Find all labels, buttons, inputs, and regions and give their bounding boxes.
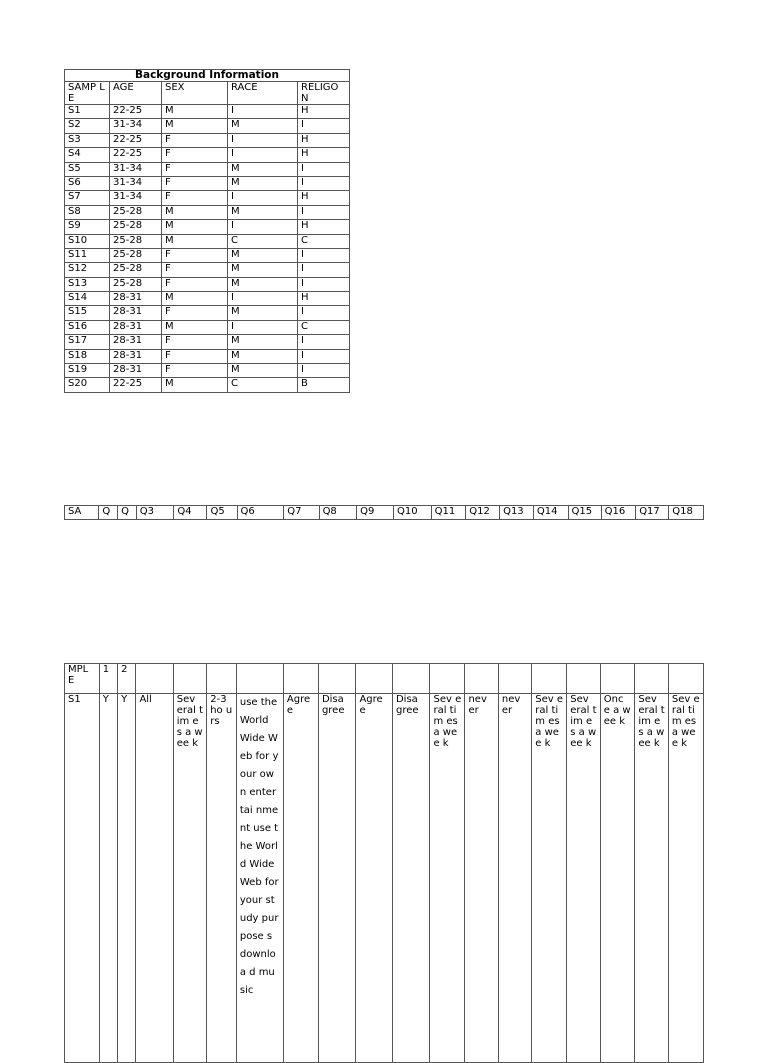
response-cell: Y: [99, 694, 117, 1063]
table-cell: 31-34: [110, 176, 162, 190]
question-header: Q3: [136, 506, 174, 520]
table-cell: C: [298, 234, 350, 248]
question-header: Q4: [174, 506, 207, 520]
question-header: Q: [99, 506, 118, 520]
table-cell: M: [228, 263, 298, 277]
response-cell: Sev eral tim es a wee k: [532, 694, 567, 1063]
table-cell: M: [162, 205, 228, 219]
table-cell: I: [298, 335, 350, 349]
table-cell: M: [228, 162, 298, 176]
table-cell: F: [162, 306, 228, 320]
table-cell: S11: [65, 248, 110, 262]
question-header: Q: [118, 506, 137, 520]
table-cell: M: [162, 320, 228, 334]
column-header: AGE: [110, 82, 162, 105]
response-cell: nev er: [498, 694, 531, 1063]
response-cell: Sev eral tim es a wee k: [173, 694, 206, 1063]
table-cell: 31-34: [110, 119, 162, 133]
table-cell: I: [298, 205, 350, 219]
table-cell: S9: [65, 220, 110, 234]
table-cell: H: [298, 105, 350, 119]
response-header-cell: [600, 664, 635, 694]
table-row: [65, 191, 350, 205]
table-cell: I: [228, 292, 298, 306]
table-row: [65, 320, 350, 334]
table-cell: S7: [65, 191, 110, 205]
table-cell: M: [228, 364, 298, 378]
column-header: SAMP LE: [65, 82, 110, 105]
response-header-cell: [356, 664, 393, 694]
response-header-cell: 2: [118, 664, 136, 694]
response-cell: Sev eral tim es a wee k: [430, 694, 465, 1063]
table-cell: I: [298, 277, 350, 291]
table-row: [65, 349, 350, 363]
response-header-cell: [635, 664, 668, 694]
table-row: [65, 119, 350, 133]
table-cell: F: [162, 176, 228, 190]
question-header: Q15: [568, 506, 601, 520]
table-cell: S8: [65, 205, 110, 219]
table-cell: I: [298, 248, 350, 262]
table-title: Background Information: [65, 70, 350, 82]
table-row: [65, 378, 350, 392]
table-cell: S2: [65, 119, 110, 133]
response-cell: Agre e: [283, 694, 318, 1063]
table-row: [65, 277, 350, 291]
table-cell: S3: [65, 133, 110, 147]
table-cell: 25-28: [110, 277, 162, 291]
table-cell: I: [298, 349, 350, 363]
response-header-cell: [136, 664, 173, 694]
table-cell: I: [228, 220, 298, 234]
table-cell: M: [162, 119, 228, 133]
table-cell: C: [298, 320, 350, 334]
table-cell: H: [298, 220, 350, 234]
question-header: Q6: [237, 506, 284, 520]
response-cell: 2-3 ho urs: [207, 694, 237, 1063]
table-row: [65, 694, 704, 1063]
table-cell: S15: [65, 306, 110, 320]
table-row: [65, 292, 350, 306]
response-cell: Disa gree: [318, 694, 356, 1063]
table-cell: 22-25: [110, 378, 162, 392]
table-row: [65, 176, 350, 190]
table-cell: M: [162, 220, 228, 234]
response-header-cell: [498, 664, 531, 694]
table-cell: F: [162, 148, 228, 162]
table-cell: I: [298, 162, 350, 176]
response-cell: Sev eral tim es a wee k: [635, 694, 668, 1063]
column-header: RACE: [228, 82, 298, 105]
response-header-cell: [173, 664, 206, 694]
response-header-cell: [668, 664, 703, 694]
response-cell: Sev eral tim es a wee k: [567, 694, 600, 1063]
table-cell: F: [162, 263, 228, 277]
question-header: Q8: [319, 506, 357, 520]
question-header: Q11: [431, 506, 466, 520]
table-cell: H: [298, 133, 350, 147]
table-row: [65, 148, 350, 162]
response-cell: Y: [118, 694, 136, 1063]
table-cell: S6: [65, 176, 110, 190]
table-cell: I: [228, 320, 298, 334]
table-cell: S10: [65, 234, 110, 248]
table-cell: F: [162, 364, 228, 378]
table-row: [65, 162, 350, 176]
table-cell: B: [298, 378, 350, 392]
question-header: Q14: [533, 506, 568, 520]
table-cell: S16: [65, 320, 110, 334]
table-cell: 28-31: [110, 320, 162, 334]
table-cell: 25-28: [110, 248, 162, 262]
response-cell: All: [136, 694, 173, 1063]
response-cell: nev er: [465, 694, 498, 1063]
response-header-cell: [236, 664, 283, 694]
response-cell: S1: [65, 694, 100, 1063]
table-cell: 25-28: [110, 220, 162, 234]
table-cell: 22-25: [110, 105, 162, 119]
table-cell: F: [162, 335, 228, 349]
table-cell: S1: [65, 105, 110, 119]
response-header-cell: [318, 664, 356, 694]
question-header: Q10: [394, 506, 432, 520]
table-cell: 31-34: [110, 162, 162, 176]
table-cell: S12: [65, 263, 110, 277]
response-cell: Disa gree: [392, 694, 430, 1063]
question-header: Q17: [636, 506, 669, 520]
table-cell: I: [228, 105, 298, 119]
table-cell: S4: [65, 148, 110, 162]
table-cell: F: [162, 162, 228, 176]
table-row: [65, 335, 350, 349]
responses-table: [64, 663, 704, 1063]
table-cell: S18: [65, 349, 110, 363]
response-header-cell: [283, 664, 318, 694]
table-cell: S14: [65, 292, 110, 306]
response-cell: use the World Wide Web for your own entertai nment use the World Wide Web for your study purpose s downloa d music: [236, 694, 283, 1063]
table-cell: F: [162, 277, 228, 291]
question-header-table: [64, 505, 704, 520]
table-cell: I: [298, 263, 350, 277]
table-cell: H: [298, 148, 350, 162]
response-header-cell: MPL E: [65, 664, 100, 694]
question-header: Q18: [669, 506, 704, 520]
response-header-cell: 1: [99, 664, 117, 694]
question-header: Q13: [500, 506, 534, 520]
table-cell: S19: [65, 364, 110, 378]
table-cell: I: [298, 364, 350, 378]
table-cell: 28-31: [110, 364, 162, 378]
question-header: Q5: [207, 506, 237, 520]
table-row: [65, 105, 350, 119]
table-row: [65, 364, 350, 378]
response-header-cell: [465, 664, 498, 694]
table-cell: I: [298, 119, 350, 133]
table-cell: M: [228, 119, 298, 133]
table-cell: S20: [65, 378, 110, 392]
response-cell: Onc e a wee k: [600, 694, 635, 1063]
table-cell: H: [298, 292, 350, 306]
table-cell: 28-31: [110, 349, 162, 363]
question-header: Q12: [466, 506, 500, 520]
table-cell: I: [228, 191, 298, 205]
table-cell: 28-31: [110, 292, 162, 306]
question-header: Q7: [284, 506, 319, 520]
table-cell: M: [228, 248, 298, 262]
question-header: SA: [65, 506, 99, 520]
table-cell: 25-28: [110, 205, 162, 219]
table-cell: I: [298, 176, 350, 190]
table-cell: I: [228, 133, 298, 147]
table-row: [65, 248, 350, 262]
table-cell: M: [228, 306, 298, 320]
table-cell: 25-28: [110, 263, 162, 277]
response-header-cell: [207, 664, 237, 694]
table-cell: C: [228, 378, 298, 392]
table-cell: 25-28: [110, 234, 162, 248]
table-cell: M: [228, 205, 298, 219]
table-cell: F: [162, 191, 228, 205]
table-cell: M: [162, 292, 228, 306]
table-cell: C: [228, 234, 298, 248]
table-cell: F: [162, 248, 228, 262]
table-cell: I: [298, 306, 350, 320]
response-header-cell: [567, 664, 600, 694]
table-cell: S13: [65, 277, 110, 291]
table-cell: M: [162, 105, 228, 119]
table-cell: 28-31: [110, 306, 162, 320]
table-row: [65, 205, 350, 219]
response-header-cell: [532, 664, 567, 694]
table-cell: F: [162, 349, 228, 363]
table-cell: H: [298, 191, 350, 205]
question-header: Q16: [601, 506, 636, 520]
table-cell: M: [228, 335, 298, 349]
table-cell: M: [228, 349, 298, 363]
table-cell: 31-34: [110, 191, 162, 205]
table-row: [65, 234, 350, 248]
table-row: [65, 306, 350, 320]
table-cell: 22-25: [110, 148, 162, 162]
table-cell: S17: [65, 335, 110, 349]
table-row: [65, 133, 350, 147]
column-header: RELIGO N: [298, 82, 350, 105]
table-cell: M: [228, 176, 298, 190]
column-header: SEX: [162, 82, 228, 105]
table-cell: 28-31: [110, 335, 162, 349]
background-information-table: [64, 69, 350, 393]
table-cell: S5: [65, 162, 110, 176]
table-row: [65, 263, 350, 277]
response-cell: Agre e: [356, 694, 393, 1063]
table-row: [65, 220, 350, 234]
table-cell: M: [228, 277, 298, 291]
response-cell: Sev eral tim es a wee k: [668, 694, 703, 1063]
table-cell: F: [162, 133, 228, 147]
table-cell: I: [228, 148, 298, 162]
response-header-cell: [430, 664, 465, 694]
table-cell: M: [162, 234, 228, 248]
question-header: Q9: [357, 506, 394, 520]
response-header-cell: [392, 664, 430, 694]
table-cell: 22-25: [110, 133, 162, 147]
table-cell: M: [162, 378, 228, 392]
